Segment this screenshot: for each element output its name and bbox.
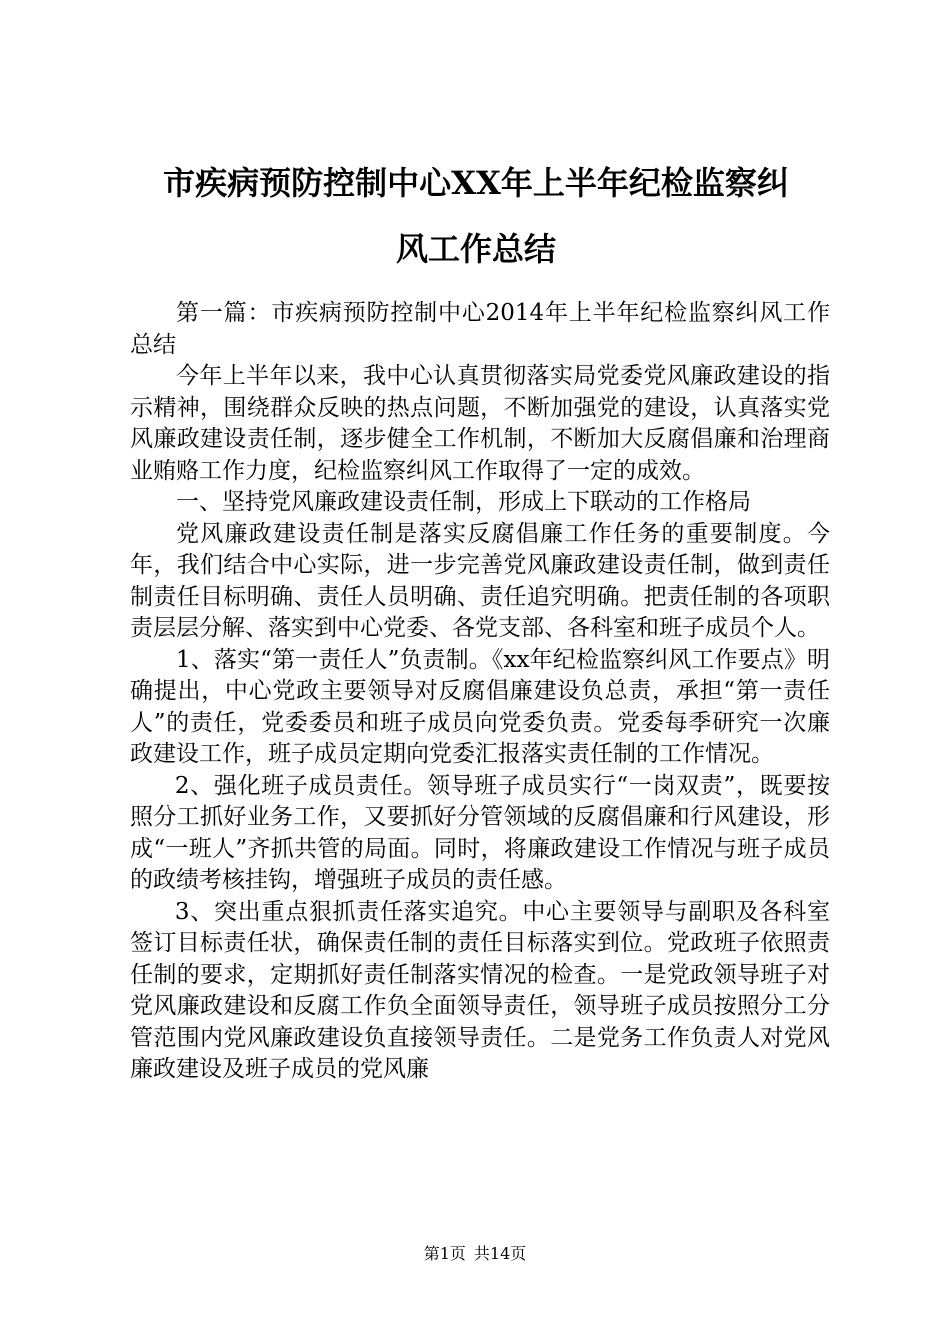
paragraph-item-1: 1、落实“第一责任人”负责制。《xx年纪检监察纠风工作要点》明确提出，中心党政主要领导对反腐倡廉建设负总责，承担“第一责任人”的责任，党委委员和班子成员向党委负责。党委每季研究一次廉政建设工作，班子成员定期向党委汇报落实责任制的工作情况。 [130,646,830,767]
document-title [100,150,852,282]
document-title-line-2: 风工作总结 [395,230,556,268]
section-heading: 第一篇：市疾病预防控制中心2014年上半年纪检监察纠风工作总结 [130,300,830,358]
document-title-line-1: 市疾病预防控制中心XX年上半年纪检监察纠 [163,164,789,202]
page-number: 第1页 [423,1244,466,1263]
paragraph-item-3: 3、突出重点狠抓责任落实追究。中心主要领导与副职及各科室签订目标责任状，确保责任制的责任目标落实到位。党政班子依照责任制的要求，定期抓好责任制落实情况的检查。一是党政领导班子对党风廉政建设和反腐工作负全面领导责任，领导班子成员按照分工分管范围内党风廉政建设负直接领导责任。二是党务工作负责人对党风廉政建设及班子成员的党风廉 [130,898,830,1082]
page-footer [0,1244,950,1264]
subsection-heading: 一、坚持党风廉政建设责任制，形成上下联动的工作格局 [176,489,751,515]
paragraph-intro: 今年上半年以来，我中心认真贯彻落实局党委党风廉政建设的指示精神，围绕群众反映的热点问题，不断加强党的建设，认真落实党风廉政建设责任制，逐步健全工作机制，不断加大反腐倡廉和治理商业贿赂工作力度，纪检监察纠风工作取得了一定的成效。 [130,363,830,484]
paragraph-item-2: 2、强化班子成员责任。领导班子成员实行“一岗双责”，既要按照分工抓好业务工作，又要抓好分管领域的反腐倡廉和行风建设，形成“一班人”齐抓共管的局面。同时，将廉政建设工作情况与班子成员的政绩考核挂钩，增强班子成员的责任感。 [130,772,830,893]
paragraph-responsibility-system: 党风廉政建设责任制是落实反腐倡廉工作任务的重要制度。今年，我们结合中心实际，进一步完善党风廉政建设责任制，做到责任制责任目标明确、责任人员明确、责任追究明确。把责任制的各项职责层层分解、落实到中心党委、各党支部、各科室和班子成员个人。 [130,520,830,641]
page-total: 共14页 [473,1244,527,1263]
document-body [130,298,830,1086]
